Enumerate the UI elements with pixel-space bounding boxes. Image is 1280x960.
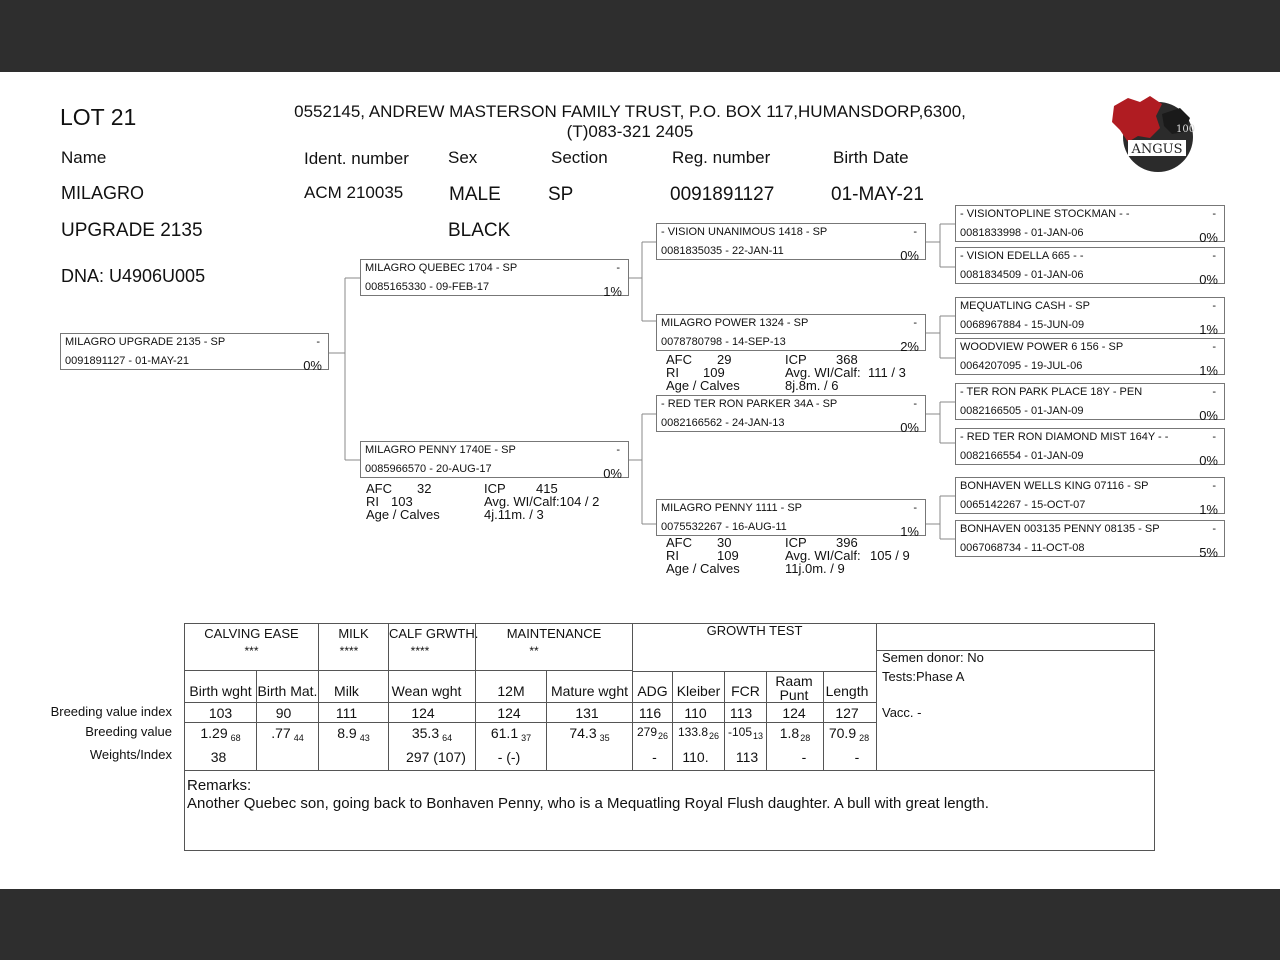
- bv-value: -105: [727, 725, 752, 739]
- animal-name-2: UPGRADE 2135: [61, 220, 203, 241]
- owner-line-1: 0552145, ANDREW MASTERSON FAMILY TRUST, P.O. BOX 117,HUMANSDORP,6300,: [294, 102, 966, 121]
- pedigree-name: MEQUATLING CASH - SP: [960, 300, 1090, 312]
- pedigree-reg: 0078780798 - 14-SEP-13: [661, 336, 786, 348]
- logo-badge: 100: [1176, 124, 1196, 135]
- bv-value: 1.8: [779, 725, 800, 741]
- bv-12m: [476, 725, 546, 741]
- stars-milk: ****: [339, 644, 359, 658]
- pedigree-reg: 0081833998 - 01-JAN-06: [960, 227, 1084, 239]
- pedigree-pct: 0%: [900, 248, 919, 263]
- animal-name-1: MILAGRO: [61, 183, 145, 203]
- index-wean-wght: 124: [411, 705, 435, 721]
- bv-milk: [319, 725, 388, 741]
- pedigree-name: MILAGRO QUEBEC 1704 - SP: [365, 262, 518, 274]
- pedigree-dash: -: [1212, 386, 1216, 398]
- pedigree-page: [0, 72, 1280, 889]
- bv-accuracy: 28: [859, 733, 870, 743]
- bv-value: 70.9: [828, 725, 857, 741]
- col-length: Length: [825, 683, 869, 699]
- index-birth-mat: 90: [275, 705, 292, 721]
- top-bar: [0, 0, 1280, 72]
- pedigree-pct: 1%: [1199, 363, 1218, 378]
- pedigree-reg: 0068967884 - 15-JUN-09: [960, 319, 1085, 331]
- bv-accuracy: 44: [293, 733, 304, 743]
- pedigree-name: - RED TER RON PARKER 34A - SP: [661, 398, 838, 410]
- pedigree-pct: 0%: [1199, 453, 1218, 468]
- pedigree-dash: -: [913, 502, 917, 514]
- bv-birth-mat: [257, 725, 318, 741]
- index-mature-wght: 131: [575, 705, 599, 721]
- pedigree-dash: -: [616, 444, 620, 456]
- lot-number: LOT 21: [60, 104, 137, 130]
- pedigree-pct: 1%: [1199, 502, 1218, 517]
- bv-adg: [633, 725, 672, 739]
- bv-birth-wght: [185, 725, 256, 741]
- bv-accuracy: 43: [359, 733, 370, 743]
- pedigree-name: MILAGRO UPGRADE 2135 - SP: [65, 336, 226, 348]
- bottom-bar: [0, 889, 1280, 960]
- owner-line-2: (T)083-321 2405: [566, 122, 694, 141]
- pedigree-pct: 0%: [303, 358, 322, 373]
- pedigree-name: - TER RON PARK PLACE 18Y - PEN: [960, 386, 1143, 398]
- bv-length: [823, 725, 875, 741]
- pedigree-name: MILAGRO PENNY 1740E - SP: [365, 444, 516, 456]
- stat-label-ri: RI: [666, 365, 679, 380]
- bv-mature-wght: [547, 725, 632, 741]
- label-birth: Birth Date: [833, 148, 909, 167]
- animal-dna: DNA: U4906U005: [61, 266, 206, 286]
- index-length: 127: [835, 705, 859, 721]
- col-fcr: FCR: [731, 683, 760, 699]
- pedigree-pct: 1%: [1199, 322, 1218, 337]
- pedigree-dash: -: [1212, 480, 1216, 492]
- pedigree-dash: -: [913, 398, 917, 410]
- pedigree-reg: 0064207095 - 19-JUL-06: [960, 360, 1083, 372]
- stat-wi: 111 / 3: [868, 365, 906, 380]
- col-birth-wght: Birth wght: [189, 683, 252, 699]
- bv-value: 35.3: [411, 725, 440, 741]
- pedigree-reg: 0082166562 - 24-JAN-13: [661, 417, 785, 429]
- stat-label-afc: AFC: [666, 535, 692, 550]
- remarks-text: Another Quebec son, going back to Bonhaven Penny, who is a Mequatling Royal Flush daughter. A bull with great length.: [187, 795, 989, 812]
- stat-label-age: Age / Calves: [666, 378, 740, 393]
- stat-ri: 109: [703, 365, 725, 380]
- vaccination: Vacc. -: [882, 705, 922, 720]
- bv-accuracy: 64: [442, 733, 453, 743]
- weight-fcr: 113: [735, 749, 759, 765]
- stat-ri: 109: [717, 548, 739, 563]
- stat-label-icp: ICP: [484, 481, 506, 496]
- bv-value: 279: [636, 725, 657, 739]
- stat-afc: 29: [717, 352, 732, 367]
- pedigree-pct: 0%: [1199, 230, 1218, 245]
- bv-accuracy: 35: [599, 733, 610, 743]
- weight-wean-wght: 297 (107): [406, 749, 466, 765]
- logo-text: ANGUS: [1131, 142, 1183, 157]
- stat-label-wi: Avg. WI/Calf:: [785, 365, 861, 380]
- pedigree-pct: 5%: [1199, 545, 1218, 560]
- pedigree-name: - VISIONTOPLINE STOCKMAN - -: [960, 208, 1130, 220]
- col-raam-punt: Raam Punt: [775, 673, 813, 703]
- group-milk: MILK: [338, 626, 369, 641]
- pedigree-dash: -: [1212, 341, 1216, 353]
- pedigree-reg: 0085165330 - 09-FEB-17: [365, 281, 490, 293]
- animal-section: SP: [548, 184, 574, 205]
- pedigree-name: WOODVIEW POWER 6 156 - SP: [960, 341, 1124, 353]
- stat-label-icp: ICP: [785, 352, 807, 367]
- stat-icp: 368: [836, 352, 858, 367]
- stat-icp: 396: [836, 535, 858, 550]
- pedigree-pct: 2%: [900, 339, 919, 354]
- stat-label-afc: AFC: [666, 352, 692, 367]
- semen-donor: Semen donor: No: [882, 650, 984, 665]
- bv-accuracy: 26: [709, 731, 720, 741]
- stat-wi: 105 / 9: [870, 548, 910, 563]
- index-birth-wght: 103: [208, 705, 233, 721]
- pedigree-dash: -: [1212, 431, 1216, 443]
- stat-label-ri: RI: [366, 494, 379, 509]
- stat-afc: 30: [717, 535, 732, 550]
- pedigree-reg: 0085966570 - 20-AUG-17: [365, 463, 492, 475]
- stat-label-age: Age / Calves: [666, 561, 740, 576]
- pedigree-reg: 0091891127 - 01-MAY-21: [65, 355, 189, 367]
- col-wean-wght: Wean wght: [391, 683, 462, 699]
- col-kleiber: Kleiber: [676, 683, 721, 699]
- pedigree-reg: 0081834509 - 01-JAN-06: [960, 269, 1084, 281]
- label-reg: Reg. number: [672, 148, 771, 167]
- stat-icp: 415: [536, 481, 558, 496]
- weight-adg: -: [652, 749, 657, 765]
- row-label-index: Breeding value index: [50, 704, 172, 719]
- label-name: Name: [61, 148, 107, 167]
- bv-wean-wght: [389, 725, 475, 741]
- pedigree-dash: -: [1212, 208, 1216, 220]
- pedigree-reg: 0081835035 - 22-JAN-11: [661, 245, 784, 257]
- weight-12m: - (-): [497, 749, 521, 765]
- pedigree-name: - VISION EDELLA 665 - -: [960, 250, 1084, 262]
- col-milk: Milk: [334, 683, 359, 699]
- bv-value: 61.1: [490, 725, 519, 741]
- bv-kleiber: [673, 725, 724, 739]
- stat-ri: 103: [391, 494, 413, 509]
- pedigree-reg: 0082166505 - 01-JAN-09: [960, 405, 1084, 417]
- stat-age: 4j.11m. / 3: [484, 507, 544, 522]
- label-ident: Ident. number: [304, 149, 409, 168]
- stat-wi: Avg. WI/Calf:104 / 2: [484, 494, 600, 509]
- bv-accuracy: 68: [230, 733, 241, 743]
- index-raam-punt: 124: [782, 705, 806, 721]
- group-growth-test: GROWTH TEST: [706, 623, 803, 638]
- pedigree-name: - VISION UNANIMOUS 1418 - SP: [661, 226, 828, 238]
- pedigree-dash: -: [1212, 523, 1216, 535]
- bv-accuracy: 13: [753, 731, 764, 741]
- remarks-label: Remarks:: [187, 777, 252, 794]
- pedigree-name: BONHAVEN 003135 PENNY 08135 - SP: [960, 523, 1160, 535]
- row-label-weights: Weights/Index: [89, 747, 172, 762]
- stat-label-ri: RI: [666, 548, 679, 563]
- col-12m: 12M: [497, 683, 525, 699]
- pedigree-pct: 0%: [603, 466, 622, 481]
- pedigree-dash: -: [1212, 300, 1216, 312]
- pedigree-pct: 1%: [900, 524, 919, 539]
- pedigree-name: MILAGRO POWER 1324 - SP: [661, 317, 809, 329]
- bv-accuracy: 26: [658, 731, 669, 741]
- weight-length: -: [854, 749, 860, 765]
- pedigree-pct: 0%: [900, 420, 919, 435]
- bv-accuracy: 28: [800, 733, 811, 743]
- stat-age: 8j.8m. / 6: [785, 378, 839, 393]
- pedigree-pct: 0%: [1199, 272, 1218, 287]
- remarks: [187, 777, 989, 813]
- pedigree-reg: 0067068734 - 11-OCT-08: [960, 542, 1085, 554]
- weight-kleiber: 110.: [682, 749, 709, 765]
- stars-calf: ****: [410, 644, 430, 658]
- pedigree-dash: -: [913, 226, 917, 238]
- group-calf-growth: CALF GRWTH.: [389, 626, 479, 641]
- pedigree-dash: -: [913, 317, 917, 329]
- stat-label-icp: ICP: [785, 535, 807, 550]
- pedigree-pct: 1%: [603, 284, 622, 299]
- group-calving-ease: CALVING EASE: [204, 626, 299, 641]
- animal-sex: MALE: [449, 184, 501, 205]
- animal-reg: 0091891127: [670, 184, 775, 205]
- animal-ident: ACM 210035: [304, 183, 404, 202]
- pedigree-pct: 0%: [1199, 408, 1218, 423]
- stat-label-afc: AFC: [366, 481, 392, 496]
- row-label-bv: Breeding value: [85, 724, 172, 739]
- pedigree-name: - RED TER RON DIAMOND MIST 164Y - -: [960, 431, 1169, 443]
- stat-label-age: Age / Calves: [366, 507, 440, 522]
- col-birth-mat: Birth Mat.: [257, 683, 318, 699]
- index-12m: 124: [497, 705, 521, 721]
- col-mature-wght: Mature wght: [550, 683, 629, 699]
- bv-value: 1.29: [200, 725, 228, 741]
- col-adg: ADG: [637, 683, 668, 699]
- pedigree-name: BONHAVEN WELLS KING 07116 - SP: [960, 480, 1149, 492]
- pedigree-reg: 0065142267 - 15-OCT-07: [960, 499, 1086, 511]
- index-milk: 111: [335, 705, 358, 721]
- pedigree-dash: -: [616, 262, 620, 274]
- animal-color: BLACK: [448, 220, 511, 241]
- bv-accuracy: 37: [521, 733, 532, 743]
- pedigree-reg: 0082166554 - 01-JAN-09: [960, 450, 1084, 462]
- stars-calving: ***: [244, 644, 259, 658]
- bv-value: 8.9: [337, 725, 357, 741]
- label-section: Section: [551, 148, 608, 167]
- animal-birth: 01-MAY-21: [831, 184, 924, 205]
- bv-raam-punt: [767, 725, 823, 741]
- label-sex: Sex: [448, 148, 478, 167]
- tests: Tests:Phase A: [882, 669, 965, 684]
- bv-value: 133.8: [677, 725, 708, 739]
- weight-raam-punt: -: [801, 749, 807, 765]
- group-maintenance: MAINTENANCE: [506, 626, 602, 641]
- stat-afc: 32: [417, 481, 432, 496]
- bv-value: .77: [271, 725, 291, 741]
- stat-age: 11j.0m. / 9: [785, 561, 845, 576]
- stars-maint: **: [529, 644, 539, 658]
- bv-value: 74.3: [569, 725, 597, 741]
- pedigree-dash: -: [316, 336, 320, 348]
- index-fcr: 113: [729, 705, 753, 721]
- bv-fcr: [725, 725, 766, 739]
- index-adg: 116: [638, 705, 662, 721]
- index-kleiber: 110: [684, 705, 707, 721]
- ebv-table-grid: [0, 72, 1280, 889]
- pedigree-dash: -: [1212, 250, 1216, 262]
- pedigree-name: MILAGRO PENNY 1111 - SP: [661, 502, 803, 514]
- stat-label-wi: Avg. WI/Calf:: [785, 548, 861, 563]
- weight-birth-wght: 38: [210, 749, 227, 765]
- pedigree-reg: 0075532267 - 16-AUG-11: [661, 521, 787, 533]
